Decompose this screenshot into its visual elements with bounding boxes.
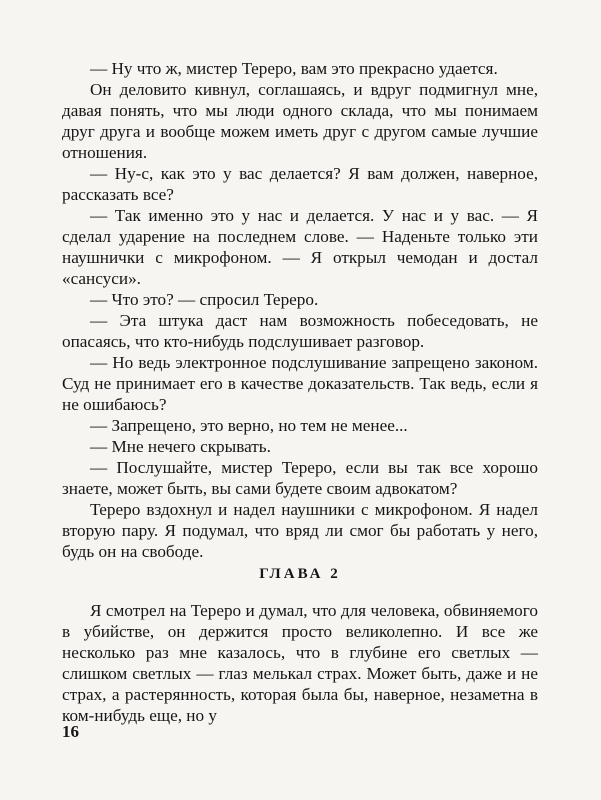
- chapter-heading: ГЛАВА 2: [259, 566, 341, 582]
- paragraph: — Послушайте, мистер Tepepo, если вы так все хорошо знаете, может быть, вы сами будете своим адвокатом?: [62, 458, 538, 498]
- chapter-paragraph: Я смотрел на Tepepo и думал, что для человека, обвиняемого в убийстве, он держится просто великолепно. И все же несколько раз мне казалось, что в глубине его светлых — слишком светлых — глаз мелькал страх. Может быть, даже и не страх, а растерянность, которая была бы, наверное, незаметна в ком-нибудь еще, но у: [62, 601, 538, 725]
- paragraph: — Ну что ж, мистер Tepepo, вам это прекрасно удается.: [90, 59, 498, 78]
- dialogue-section: [62, 58, 538, 562]
- paragraph: — Эта штука даст нам возможность побеседовать, не опасаясь, что кто-нибудь подслушивает разговор.: [62, 311, 538, 351]
- paragraph: Он деловито кивнул, соглашаясь, и вдруг подмигнул мне, давая понять, что мы люди одного склада, что мы понимаем друг друга и вообще можем иметь друг с другом самые лучшие отношения.: [62, 80, 538, 162]
- paragraph: — Так именно это у нас и делается. У нас и у вас. — Я сделал ударение на последнем слове. — Наденьте только эти наушнички с микрофоном. — Я открыл чемодан и достал «сансуси».: [62, 206, 538, 288]
- chapter-section: [62, 600, 538, 726]
- page-number: 16: [62, 722, 79, 741]
- paragraph: — Мне нечего скрывать.: [90, 437, 271, 456]
- paragraph: Tepepo вздохнул и надел наушники с микрофоном. Я надел вторую пару. Я подумал, что вряд ли смог бы работать у него, будь он на свободе.: [62, 500, 538, 561]
- paragraph: — Ну-с, как это у вас делается? Я вам должен, наверное, рассказать все?: [62, 164, 538, 204]
- paragraph: — Что это? — спросил Tepepo.: [90, 290, 319, 309]
- paragraph: — Но ведь электронное подслушивание запрещено законом. Суд не принимает его в качестве доказательств. Так ведь, если я не ошибаюсь?: [62, 353, 538, 414]
- paragraph: — Запрещено, это верно, но тем не менее...: [90, 416, 408, 435]
